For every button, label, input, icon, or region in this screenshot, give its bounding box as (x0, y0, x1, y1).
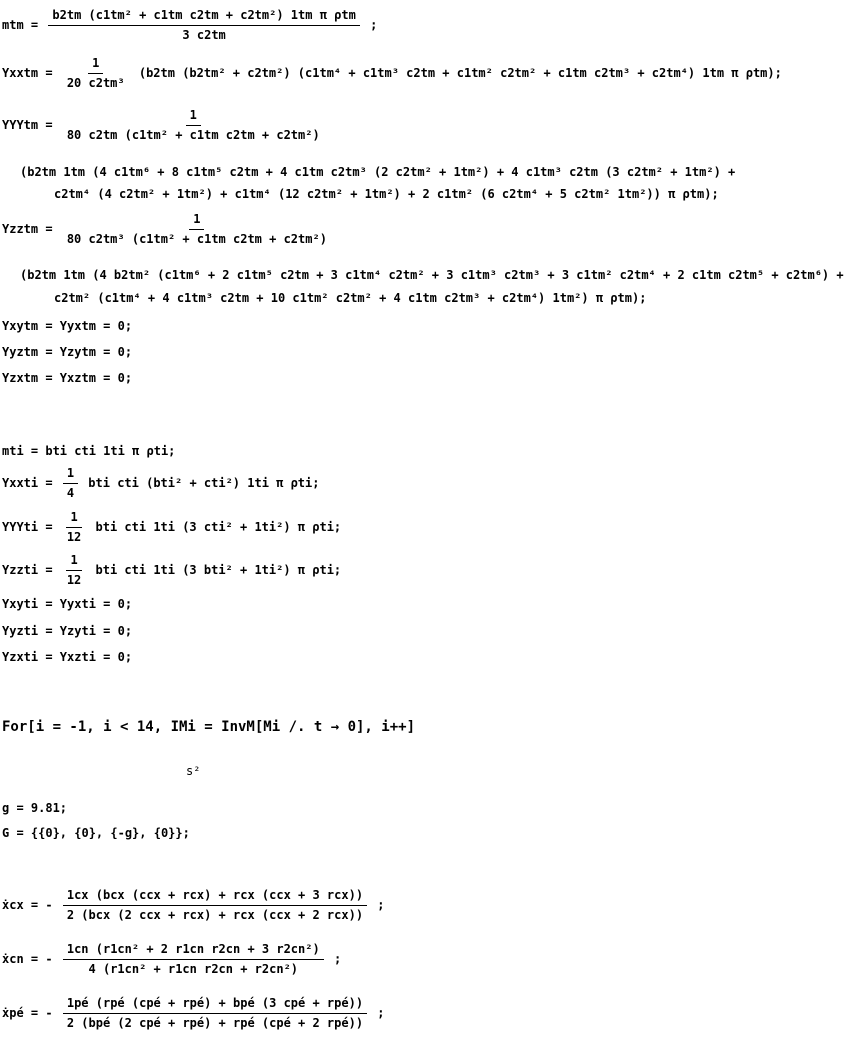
eq-lhs: mtm (2, 18, 24, 32)
eq-zero-ti-1: Yxyti = Yyxti = 0; (2, 597, 133, 611)
eq-m-ti: mti = bti cti 1ti π ρti; (2, 444, 176, 458)
eq-sign: = (45, 66, 53, 80)
eq-tail: ; (370, 18, 378, 32)
denominator: 2 (bpé (2 cpé + rpé) + rpé (cpé + 2 rpé)) (66, 1016, 364, 1030)
fraction (63, 56, 129, 91)
eq-zero-ti-3: Yzxti = Yxzti = 0; (2, 650, 133, 664)
eq-yzz-tm (2, 212, 334, 247)
eq-yyy-tm-line3: c2tm⁴ (4 c2tm² + 1tm²) + c1tm⁴ (12 c2tm² + 1tm²) + 2 c1tm² (6 c2tm⁴ + 5 c2tm² 1tm²)) π ρtm); (54, 187, 719, 201)
denominator: 2 (bcx (2 ccx + rcx) + rcx (ccx + 2 rcx)) (66, 908, 364, 922)
eq-xdot-cx (2, 888, 385, 923)
fraction (63, 553, 85, 588)
fraction (63, 888, 367, 923)
eq-sign: = (45, 563, 53, 577)
eq-zero-ti-2: Yyzti = Yzyti = 0; (2, 624, 133, 638)
eq-zero-1: Yxytm = Yyxtm = 0; (2, 319, 133, 333)
eq-yyy-ti (2, 510, 341, 545)
for-loop-line: For[i = -1, i < 14, IMi = InvM[Mi /. t → 0], i++] (2, 719, 416, 735)
numerator: b2tm (c1tm² + c1tm c2tm + c2tm²) 1tm π ρtm (48, 8, 359, 26)
eq-lhs: Yxxti (2, 476, 39, 490)
eq-m-tm (2, 8, 377, 43)
numerator: 1 (189, 212, 204, 230)
eq-tail: bti cti (bti² + cti²) 1ti π ρti; (88, 476, 320, 490)
eq-yyy-tm-line2: (b2tm 1tm (4 c1tm⁶ + 8 c1tm⁵ c2tm + 4 c1tm c2tm³ (2 c2tm² + 1tm²) + 4 c1tm³ c2tm (3 c2tm² + 1tm²) + (20, 165, 736, 179)
numerator: 1 (66, 510, 81, 528)
eq-tail: bti cti 1ti (3 bti² + 1ti²) π ρti; (95, 563, 342, 577)
eq-yxx-tm (2, 56, 782, 91)
eq-lhs: Yxxtm (2, 66, 39, 80)
eq-zero-3: Yzxtm = Yxztm = 0; (2, 371, 133, 385)
eq-tail: ; (377, 1006, 385, 1020)
eq-tail: ; (377, 898, 385, 912)
eq-yzz-ti (2, 553, 341, 588)
eq-tail: (b2tm (b2tm² + c2tm²) (c1tm⁴ + c1tm³ c2tm + c1tm² c2tm² + c1tm c2tm³ + c2tm⁴) 1tm π ρtm); (138, 66, 782, 80)
denominator: 12 (66, 530, 82, 544)
fraction (63, 942, 324, 977)
eq-sign: = (45, 520, 53, 534)
denominator: 20 c2tm³ (66, 76, 125, 90)
eq-sign: = (45, 118, 53, 132)
g-assignment: g = 9.81; (2, 801, 68, 815)
eq-lhs: Yzztm (2, 222, 39, 236)
eq-sign: = (45, 222, 53, 236)
numerator: 1 (63, 466, 78, 484)
denominator: 80 c2tm³ (c1tm² + c1tm c2tm + c2tm²) (66, 232, 327, 246)
eq-sign: = (45, 476, 53, 490)
numerator: 1cx (bcx (ccx + rcx) + rcx (ccx + 3 rcx)) (63, 888, 367, 906)
eq-lhs: YYYti (2, 520, 39, 534)
eq-zero-2: Yyztm = Yzytm = 0; (2, 345, 133, 359)
denominator: 80 c2tm (c1tm² + c1tm c2tm + c2tm²) (66, 128, 320, 142)
s-squared: s² (186, 764, 201, 778)
numerator: 1cn (r1cn² + 2 r1cn r2cn + 3 r2cn²) (63, 942, 324, 960)
eq-sign: = - (30, 1006, 53, 1020)
eq-lhs: Yzzti (2, 563, 39, 577)
eq-xdot-pe (2, 996, 385, 1031)
eq-lhs: ẋcn (2, 952, 24, 966)
eq-yyy-tm (2, 108, 327, 143)
eq-yzz-tm-line2: (b2tm 1tm (4 b2tm² (c1tm⁶ + 2 c1tm⁵ c2tm + 3 c1tm⁴ c2tm² + 3 c1tm³ c2tm³ + 3 c1tm² c2tm⁴ + 2 c1tm c2tm⁵ + c2tm⁶) + (20, 268, 844, 282)
eq-yzz-tm-line3: c2tm² (c1tm⁴ + 4 c1tm³ c2tm + 10 c1tm² c2tm² + 4 c1tm c2tm³ + c2tm⁴) 1tm²) π ρtm); (54, 291, 647, 305)
eq-sign: = (30, 18, 39, 32)
denominator: 3 c2tm (182, 28, 226, 42)
denominator: 4 (66, 486, 75, 500)
eq-sign: = - (30, 952, 53, 966)
numerator: 1 (66, 553, 81, 571)
eq-lhs: YYYtm (2, 118, 39, 132)
fraction (63, 212, 331, 247)
eq-sign: = - (30, 898, 53, 912)
denominator: 12 (66, 573, 82, 587)
eq-lhs: ẋcx (2, 898, 24, 912)
eq-tail: ; (333, 952, 342, 966)
numerator: 1 (186, 108, 201, 126)
eq-yxx-ti (2, 466, 319, 501)
fraction (63, 466, 78, 501)
fraction (63, 996, 367, 1031)
fraction (48, 8, 359, 43)
fraction (63, 108, 324, 143)
numerator: 1pé (rpé (cpé + rpé) + bpé (3 cpé + rpé)) (63, 996, 367, 1014)
denominator: 4 (r1cn² + r1cn r2cn + r2cn²) (88, 962, 299, 976)
numerator: 1 (88, 56, 103, 74)
eq-xdot-cn (2, 942, 341, 977)
eq-lhs: ẋpé (2, 1006, 24, 1020)
eq-tail: bti cti 1ti (3 cti² + 1ti²) π ρti; (95, 520, 342, 534)
G-assignment: G = {{0}, {0}, {-g}, {0}}; (2, 826, 190, 840)
fraction (63, 510, 85, 545)
